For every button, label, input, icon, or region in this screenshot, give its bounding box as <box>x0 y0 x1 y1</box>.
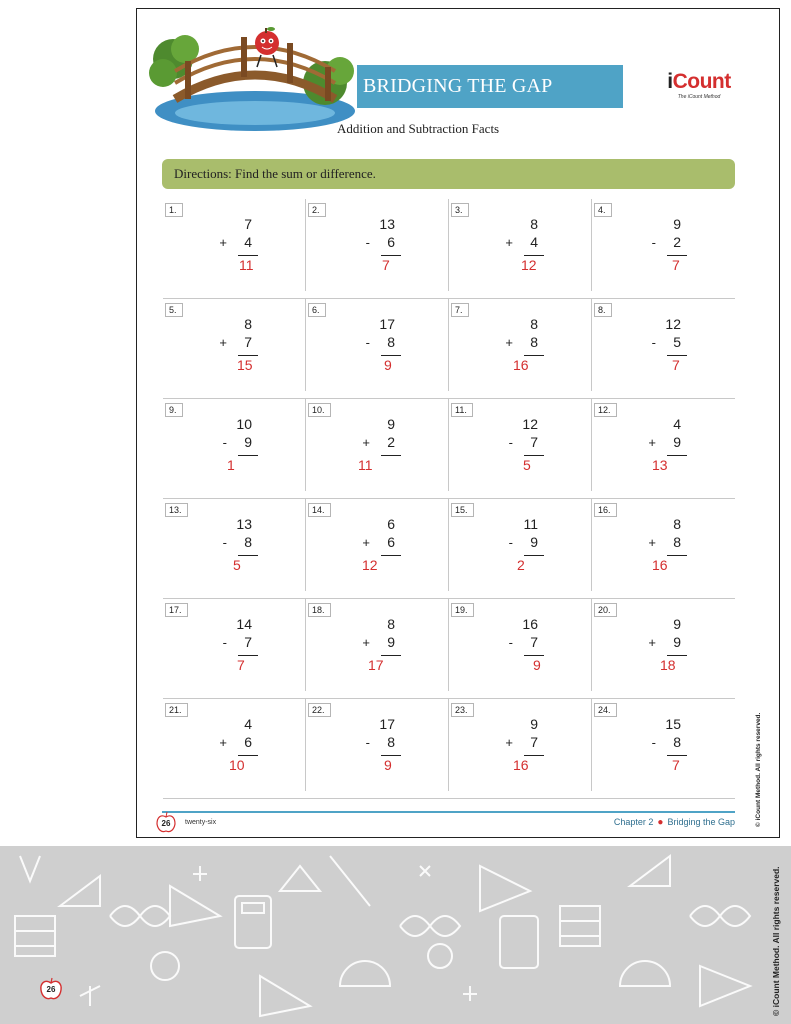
first-operand: 8 <box>387 616 395 632</box>
second-operand: 7 <box>530 634 538 650</box>
first-operand: 16 <box>522 616 538 632</box>
sum-line <box>238 755 258 756</box>
operator: - <box>651 735 656 750</box>
problem-number: 5. <box>165 303 183 317</box>
second-operand: 9 <box>530 534 538 550</box>
first-operand: 9 <box>530 716 538 732</box>
problem-number: 1. <box>165 203 183 217</box>
problem-number: 8. <box>594 303 612 317</box>
second-operand: 7 <box>244 634 252 650</box>
second-operand: 6 <box>387 534 395 550</box>
answer: 17 <box>368 657 384 673</box>
answer: 9 <box>384 757 392 773</box>
answer: 2 <box>517 557 525 573</box>
first-operand: 8 <box>530 216 538 232</box>
problem-number: 10. <box>308 403 331 417</box>
operator: - <box>222 535 227 550</box>
second-operand: 8 <box>673 734 681 750</box>
problem-cell <box>592 499 735 599</box>
sum-line <box>667 755 687 756</box>
sum-line <box>524 555 544 556</box>
operator: + <box>505 735 513 750</box>
sum-line <box>238 455 258 456</box>
first-operand: 12 <box>665 316 681 332</box>
operator: - <box>651 335 656 350</box>
problem-number: 18. <box>308 603 331 617</box>
problem-cell <box>306 599 449 699</box>
problem-number: 13. <box>165 503 188 517</box>
problem-number: 11. <box>451 403 473 417</box>
second-operand: 8 <box>530 334 538 350</box>
answer: 1 <box>227 457 235 473</box>
operator: - <box>222 635 227 650</box>
operator: - <box>365 735 370 750</box>
sum-line <box>238 555 258 556</box>
first-operand: 7 <box>244 216 252 232</box>
sum-line <box>524 355 544 356</box>
problem-cell <box>449 599 592 699</box>
problem-cell <box>306 399 449 499</box>
operator: - <box>365 235 370 250</box>
problem-cell <box>449 499 592 599</box>
second-operand: 7 <box>530 734 538 750</box>
outer-page-number: 26 <box>46 985 56 994</box>
math-doodle-pattern-icon <box>0 846 791 1024</box>
sum-line <box>667 455 687 456</box>
sum-line <box>524 255 544 256</box>
problem-cell <box>592 299 735 399</box>
operator: - <box>508 635 513 650</box>
sum-line <box>667 355 687 356</box>
answer: 11 <box>239 257 254 273</box>
answer: 12 <box>521 257 537 273</box>
first-operand: 9 <box>673 616 681 632</box>
second-operand: 9 <box>673 634 681 650</box>
answer: 9 <box>384 357 392 373</box>
second-operand: 9 <box>387 634 395 650</box>
problem-cell <box>592 599 735 699</box>
icount-logo: iCount The iCount Method <box>667 70 731 100</box>
page-title: BRIDGING THE GAP <box>357 65 623 108</box>
first-operand: 17 <box>379 716 395 732</box>
problem-number: 23. <box>451 703 474 717</box>
problem-number: 16. <box>594 503 617 517</box>
answer: 18 <box>660 657 676 673</box>
problem-number: 12. <box>594 403 617 417</box>
first-operand: 11 <box>523 516 538 532</box>
first-operand: 4 <box>673 416 681 432</box>
first-operand: 8 <box>244 316 252 332</box>
second-operand: 9 <box>244 434 252 450</box>
sum-line <box>667 655 687 656</box>
problem-number: 22. <box>308 703 331 717</box>
answer: 13 <box>652 457 668 473</box>
answer: 10 <box>229 757 245 773</box>
problem-cell <box>163 399 306 499</box>
chapter-label: Chapter 2 ● Bridging the Gap <box>613 817 735 828</box>
problem-number: 7. <box>451 303 469 317</box>
worksheet-page <box>136 8 780 838</box>
problem-cell <box>163 699 306 799</box>
problem-cell <box>306 299 449 399</box>
answer: 9 <box>533 657 541 673</box>
page-number-words: twenty-six <box>185 819 217 826</box>
answer: 16 <box>513 757 529 773</box>
problem-cell <box>592 399 735 499</box>
problem-cell <box>306 199 449 299</box>
sum-line <box>238 255 258 256</box>
operator: - <box>508 435 513 450</box>
problem-cell <box>592 199 735 299</box>
answer: 15 <box>237 357 253 373</box>
second-operand: 8 <box>244 534 252 550</box>
problem-number: 9. <box>165 403 183 417</box>
second-operand: 4 <box>244 234 252 250</box>
operator: + <box>219 735 227 750</box>
footer-divider <box>162 811 735 813</box>
bridge-illustration-icon <box>145 21 355 131</box>
sum-line <box>238 355 258 356</box>
problem-grid <box>163 199 735 799</box>
problem-number: 19. <box>451 603 474 617</box>
operator: + <box>648 635 656 650</box>
problem-number: 20. <box>594 603 617 617</box>
problem-number: 4. <box>594 203 612 217</box>
second-operand: 7 <box>244 334 252 350</box>
second-operand: 9 <box>673 434 681 450</box>
operator: + <box>648 535 656 550</box>
first-operand: 9 <box>387 416 395 432</box>
sum-line <box>238 655 258 656</box>
outer-copyright: © iCount Method. All rights reserved. <box>771 866 781 1016</box>
operator: + <box>362 635 370 650</box>
problem-cell <box>163 199 306 299</box>
first-operand: 8 <box>530 316 538 332</box>
cell-divider <box>163 798 306 799</box>
sum-line <box>524 755 544 756</box>
problem-cell <box>592 699 735 799</box>
problem-number: 14. <box>308 503 331 517</box>
first-operand: 9 <box>673 216 681 232</box>
answer: 11 <box>358 457 373 473</box>
first-operand: 4 <box>244 716 252 732</box>
answer: 5 <box>233 557 241 573</box>
answer: 5 <box>523 457 531 473</box>
second-operand: 8 <box>387 734 395 750</box>
operator: + <box>219 235 227 250</box>
subtitle: Addition and Subtraction Facts <box>337 121 500 136</box>
second-operand: 6 <box>244 734 252 750</box>
sum-line <box>524 655 544 656</box>
first-operand: 6 <box>387 516 395 532</box>
cell-divider <box>306 798 449 799</box>
first-operand: 15 <box>665 716 681 732</box>
problem-number: 24. <box>594 703 617 717</box>
problem-number: 2. <box>308 203 326 217</box>
operator: + <box>362 535 370 550</box>
answer: 16 <box>652 557 668 573</box>
problem-cell <box>449 699 592 799</box>
operator: - <box>365 335 370 350</box>
operator: + <box>648 435 656 450</box>
operator: + <box>505 235 513 250</box>
answer: 16 <box>513 357 529 373</box>
cell-divider <box>449 798 592 799</box>
problem-number: 3. <box>451 203 469 217</box>
problem-cell <box>163 599 306 699</box>
sum-line <box>524 455 544 456</box>
sum-line <box>381 455 401 456</box>
operator: + <box>505 335 513 350</box>
first-operand: 17 <box>379 316 395 332</box>
second-operand: 7 <box>530 434 538 450</box>
second-operand: 2 <box>673 234 681 250</box>
second-operand: 4 <box>530 234 538 250</box>
sum-line <box>667 555 687 556</box>
sum-line <box>381 555 401 556</box>
problem-number: 17. <box>165 603 188 617</box>
background-pattern <box>0 846 791 1024</box>
operator: - <box>222 435 227 450</box>
problem-cell <box>306 499 449 599</box>
operator: - <box>508 535 513 550</box>
first-operand: 14 <box>236 616 252 632</box>
operator: + <box>362 435 370 450</box>
second-operand: 2 <box>387 434 395 450</box>
operator: + <box>219 335 227 350</box>
answer: 7 <box>237 657 245 673</box>
first-operand: 13 <box>236 516 252 532</box>
problem-number: 21. <box>165 703 188 717</box>
problem-cell <box>163 299 306 399</box>
problem-number: 15. <box>451 503 474 517</box>
copyright: © iCount Method. All rights reserved. <box>755 712 762 827</box>
first-operand: 10 <box>236 416 252 432</box>
first-operand: 12 <box>522 416 538 432</box>
problem-cell <box>163 499 306 599</box>
problem-number: 6. <box>308 303 326 317</box>
problem-cell <box>449 399 592 499</box>
answer: 7 <box>672 357 680 373</box>
problem-cell <box>306 699 449 799</box>
answer: 12 <box>362 557 378 573</box>
second-operand: 6 <box>387 234 395 250</box>
problem-cell <box>449 299 592 399</box>
sum-line <box>381 655 401 656</box>
directions-bar: Directions: Find the sum or difference. <box>162 159 735 189</box>
operator: - <box>651 235 656 250</box>
answer: 7 <box>672 757 680 773</box>
problem-cell <box>449 199 592 299</box>
second-operand: 5 <box>673 334 681 350</box>
first-operand: 8 <box>673 516 681 532</box>
sum-line <box>381 755 401 756</box>
answer: 7 <box>672 257 680 273</box>
answer: 7 <box>382 257 390 273</box>
first-operand: 13 <box>379 216 395 232</box>
page-number: 26 <box>161 819 171 828</box>
second-operand: 8 <box>673 534 681 550</box>
sum-line <box>381 255 401 256</box>
sum-line <box>381 355 401 356</box>
second-operand: 8 <box>387 334 395 350</box>
sum-line <box>667 255 687 256</box>
cell-divider <box>592 798 735 799</box>
